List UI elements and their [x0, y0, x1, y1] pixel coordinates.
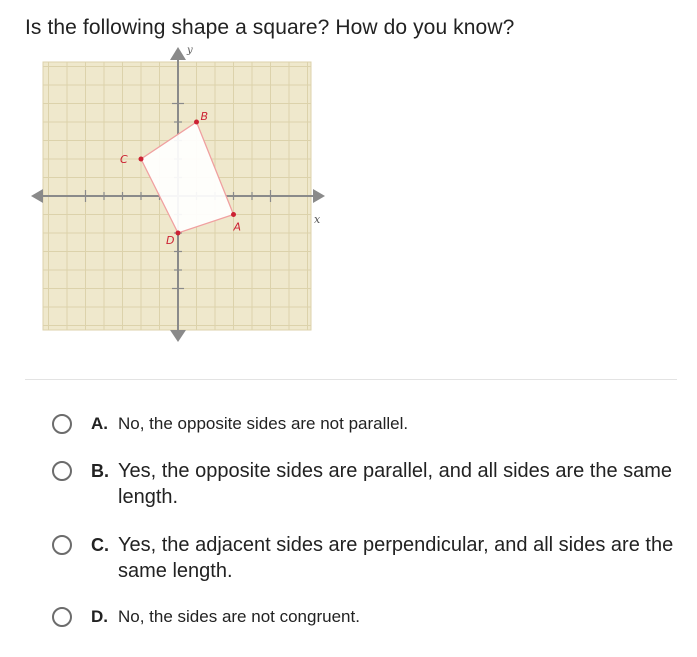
- x-axis-label: x: [314, 213, 321, 226]
- point-b: [194, 120, 199, 125]
- y-axis-arrow-up: [170, 47, 186, 60]
- question-text: Is the following shape a square? How do you know?: [25, 16, 515, 39]
- choice-letter-b: B.: [91, 461, 109, 481]
- point-d: [176, 231, 181, 236]
- point-label-c: C: [120, 153, 128, 166]
- point-label-d: D: [166, 234, 175, 247]
- point-c: [139, 157, 144, 162]
- choice-text-b: Yes, the opposite sides are parallel, and all sides are the same length.: [118, 460, 673, 508]
- y-axis-arrow-down: [170, 330, 186, 342]
- choice-text-d: No, the sides are not congruent.: [118, 607, 360, 626]
- radio-button-d[interactable]: [52, 607, 72, 627]
- y-axis-label: y: [187, 45, 193, 56]
- answer-choice-c[interactable]: [52, 532, 682, 584]
- point-label-a: A: [233, 220, 242, 234]
- choice-text-a: No, the opposite sides are not parallel.: [118, 414, 409, 433]
- answer-choice-b[interactable]: [52, 458, 682, 510]
- answer-choice-a[interactable]: [52, 413, 682, 435]
- choice-letter-c: C.: [91, 535, 109, 555]
- x-axis-arrow-right: [313, 189, 325, 203]
- radio-button-a[interactable]: [52, 414, 72, 434]
- point-a: [231, 212, 236, 217]
- choice-letter-a: A.: [91, 414, 108, 433]
- x-axis-arrow-left: [31, 189, 43, 203]
- radio-button-c[interactable]: [52, 535, 72, 555]
- answer-choice-d[interactable]: [52, 606, 682, 628]
- point-label-b: B: [200, 110, 209, 123]
- coordinate-graph: [28, 44, 328, 344]
- radio-button-b[interactable]: [52, 461, 72, 481]
- choice-text-c: Yes, the adjacent sides are perpendicular, and all sides are the same length.: [118, 534, 674, 582]
- section-divider: [25, 379, 677, 380]
- choice-letter-d: D.: [91, 607, 108, 626]
